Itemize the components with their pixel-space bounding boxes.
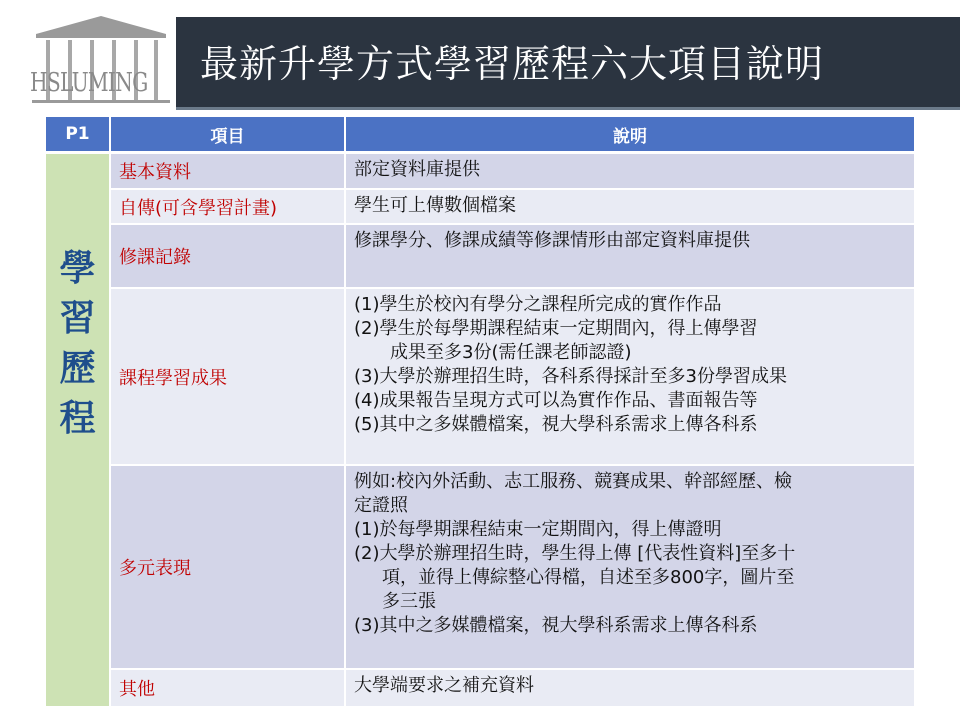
column-header-p1: P1: [46, 117, 109, 151]
table-row-desc: [346, 466, 914, 668]
desc-line: 定證照: [354, 495, 408, 516]
desc-line: 修課學分、修課成績等修課情形由部定資料庫提供: [354, 230, 750, 251]
table-row-item: 修課記錄: [111, 225, 344, 287]
table-row-item: 自傳(可含學習計畫): [111, 190, 344, 223]
category-char: 學: [59, 248, 96, 289]
category-label: [46, 244, 109, 444]
column-header-item: 項目: [111, 117, 344, 151]
table-row-item: 多元表現: [111, 466, 344, 668]
category-char: 習: [59, 298, 96, 339]
desc-line: (2)學生於每學期課程結束一定期間內，得上傳學習: [354, 318, 758, 339]
category-cell: [46, 154, 109, 706]
table-row-item: 基本資料: [111, 154, 344, 188]
desc-line: 部定資料庫提供: [354, 159, 480, 180]
table-row-item: 課程學習成果: [111, 289, 344, 464]
category-char: 程: [59, 398, 96, 439]
table-row-desc: [346, 154, 914, 188]
desc-line: (3)其中之多媒體檔案，視大學科系需求上傳各科系: [354, 615, 758, 636]
desc-line: 項，並得上傳綜整心得檔，自述至多800字，圖片至: [382, 567, 795, 588]
logo: [28, 14, 174, 108]
category-char: 歷: [59, 348, 96, 389]
title-bar: [176, 17, 960, 107]
title-underline: [176, 107, 960, 110]
desc-line: 學生可上傳數個檔案: [354, 195, 516, 216]
desc-line: (4)成果報告呈現方式可以為實作作品、書面報告等: [354, 390, 758, 411]
desc-line: 例如:校內外活動、志工服務、競賽成果、幹部經歷、檢: [354, 471, 793, 492]
table-row-desc: [346, 225, 914, 287]
table-row-desc: [346, 190, 914, 223]
desc-line: (1)學生於校內有學分之課程所完成的實作作品: [354, 294, 722, 315]
desc-line: (5)其中之多媒體檔案，視大學科系需求上傳各科系: [354, 414, 758, 435]
desc-line: 成果至多3份(需任課老師認證): [390, 342, 632, 363]
desc-line: (3)大學於辦理招生時，各科系得採計至多3份學習成果: [354, 366, 787, 387]
table-row-item: 其他: [111, 670, 344, 706]
desc-line: (1)於每學期課程結束一定期間內，得上傳證明: [354, 519, 722, 540]
page-title: 最新升學方式學習歷程六大項目說明: [200, 42, 825, 86]
logo-text: HSLUMING: [30, 68, 148, 98]
desc-line: (2)大學於辦理招生時，學生得上傳 [代表性資料]至多十: [354, 543, 796, 564]
column-header-desc: 說明: [346, 117, 914, 151]
desc-line: 大學端要求之補充資料: [354, 675, 534, 696]
desc-line: 多三張: [382, 591, 436, 612]
table-row-desc: [346, 289, 914, 464]
table-row-desc: [346, 670, 914, 706]
